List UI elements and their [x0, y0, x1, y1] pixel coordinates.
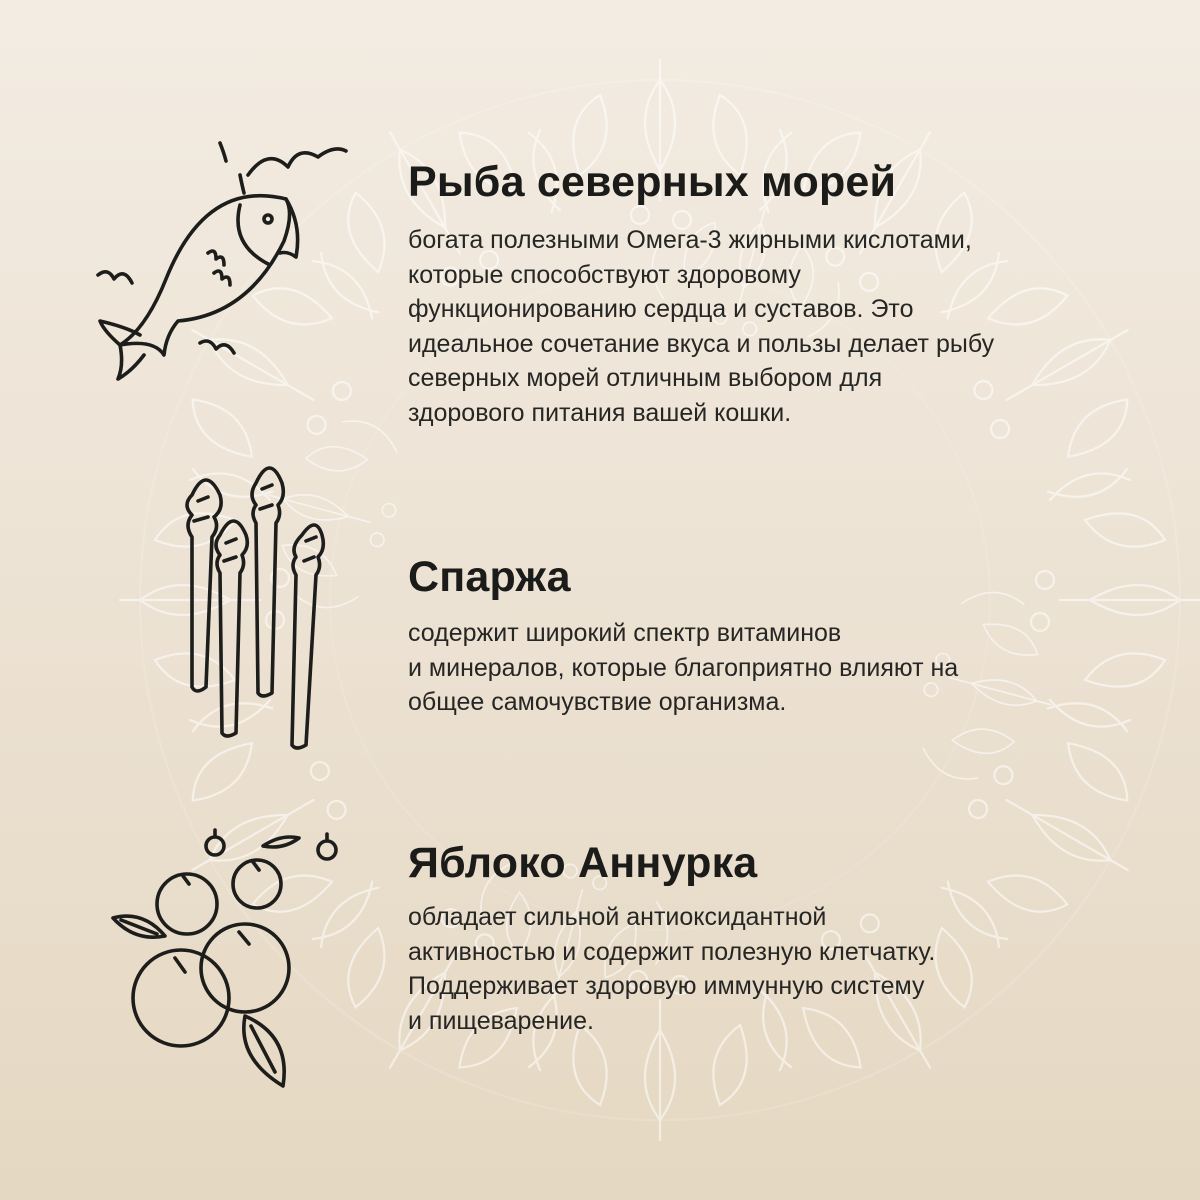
description-line: общее самочувствие организма. — [408, 688, 787, 716]
description-line: богата полезными Омега-3 жирными кислотами, — [408, 226, 972, 254]
description-line: функционированию сердца и суставов. Это — [408, 295, 914, 323]
description-line: содержит широкий спектр витаминов — [408, 619, 842, 647]
description-line: которые способствуют здоровому — [408, 260, 801, 289]
section-title: Рыба северных морей — [408, 158, 897, 206]
section-description — [408, 616, 1108, 720]
description-line: активностью и содержит полезную клетчатку. — [408, 937, 936, 966]
fish-icon — [90, 135, 370, 385]
section-description — [408, 223, 1108, 430]
description-line: и пищеварение. — [408, 1006, 594, 1035]
description-line: идеальное сочетание вкуса и пользы делает рыбу — [408, 329, 995, 358]
description-line: Поддерживает здоровую иммунную систему — [408, 972, 925, 1000]
description-line: здорового питания вашей кошки. — [408, 398, 792, 427]
description-line: северных морей отличным выбором для — [408, 364, 883, 392]
description-line: и минералов, которые благоприятно влияют на — [408, 653, 959, 682]
asparagus-icon — [170, 465, 340, 760]
apples-icon — [105, 828, 345, 1088]
description-line: обладает сильной антиоксидантной — [408, 903, 827, 931]
section-description — [408, 900, 1108, 1038]
section-title: Спаржа — [408, 553, 571, 601]
section-title: Яблоко Аннурка — [408, 839, 758, 887]
